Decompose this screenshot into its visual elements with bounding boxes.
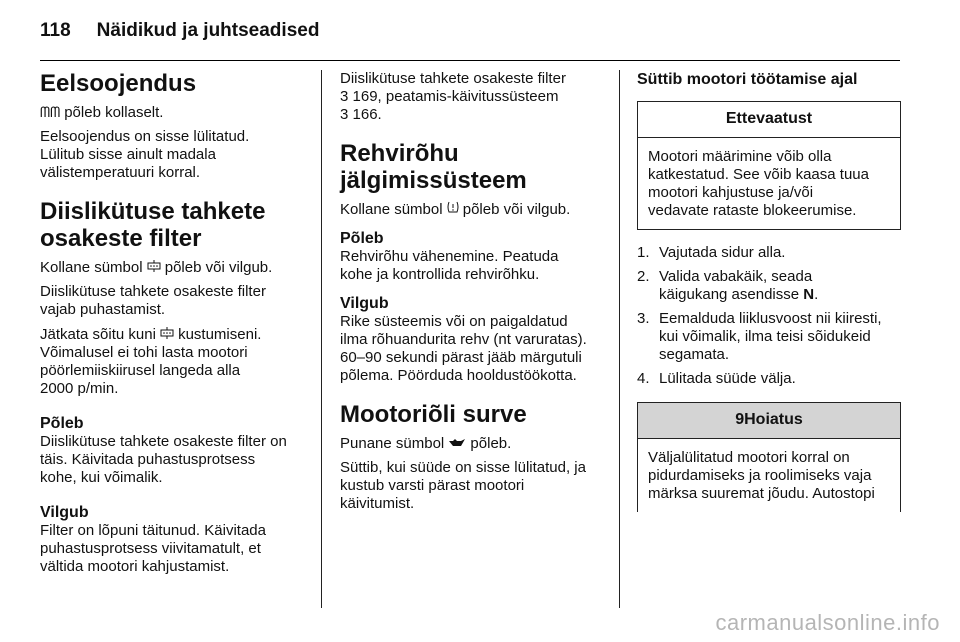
header-divider	[40, 60, 900, 61]
tpms-flashing-text: Rike süsteemis või on paigaldatud ilma rõhuandurita rehv (nt varuratas). 60–90 sekundi pärast jääb märgutuli põlema. Pöörduda hooldustöökotta.	[340, 313, 587, 384]
list-item: 3. Eemalduda liiklusvoost nii kiiresti, kui võimalik, ilma teisi sõidukeid segamata.	[637, 310, 882, 363]
warning-box	[637, 402, 901, 512]
section-title-tpms: Rehvirõhu jälgimissüsteem	[340, 140, 527, 194]
column-divider-1	[321, 70, 322, 608]
dpf-flashing-heading: Vilgub	[40, 504, 89, 521]
section-title-oil-pressure: Mootoriõli surve	[340, 401, 527, 428]
tire-pressure-icon	[447, 200, 459, 218]
list-item: 2. Valida vabakäik, seada käigukang asendisse N.	[637, 268, 819, 303]
warning-triangle-icon: 9	[735, 411, 745, 428]
page-header	[40, 20, 900, 50]
dpf-on-text: Diislikütuse tahkete osakeste filter on täis. Käivitada puhastusprotsess kohe, kui võimalik.	[40, 433, 287, 486]
tpms-on-heading: Põleb	[340, 230, 384, 247]
column-divider-2	[619, 70, 620, 608]
dpf-filter-icon	[147, 258, 161, 276]
dpf-cleaning-needed: Diislikütuse tahkete osakeste filter vajab puhastamist.	[40, 283, 266, 318]
section-title-engine-running: Süttib mootori töötamise ajal	[637, 71, 858, 88]
steps-list	[637, 244, 901, 388]
oil-symbol-line: Punane sümbol põleb.	[340, 435, 512, 452]
list-item: 4. Lülitada süüde välja.	[637, 370, 796, 387]
list-item: 1. Vajutada sidur alla.	[637, 244, 786, 261]
dpf-flashing-text: Filter on lõpuni täitunud. Käivitada puhastusprotsess viivitamatult, et vältida mootori kahjustamist.	[40, 522, 266, 575]
warning-text: Väljalülitatud mootori korral on pidurdamiseks ja roolimiseks vaja märksa suuremat jõudu. Autostopi	[648, 449, 875, 502]
caution-text: Mootori määrimine võib olla katkestatud. See võib kaasa tuua mootori kahjustuse ja/või vedavate rataste blokeerumise.	[648, 148, 869, 219]
column-3	[637, 70, 901, 512]
tpms-on-text: Rehvirõhu vähenemine. Peatuda kohe ja kontrollida rehvirõhku.	[340, 248, 559, 283]
section-title-dpf: Diislikütuse tahkete osakeste filter	[40, 198, 266, 252]
column-2	[340, 70, 606, 519]
preheat-coil-icon: ᗰᗰ	[40, 104, 61, 120]
section-title-preheating: Eelsoojendus	[40, 70, 197, 97]
column-1	[40, 70, 306, 582]
preheating-description: Eelsoojendus on sisse lülitatud. Lülitub sisse ainult madala välistemperatuuri korral.	[40, 128, 250, 181]
dpf-symbol-line: Kollane sümbol põleb või vilgub.	[40, 259, 273, 276]
dpf-filter-icon	[160, 325, 174, 343]
preheating-status: ᗰᗰ põleb kollaselt.	[40, 104, 164, 121]
oil-description: Süttib, kui süüde on sisse lülitatud, ja kustub varsti pärast mootori käivitumist.	[340, 459, 586, 512]
dpf-continued-references: Diislikütuse tahkete osakeste filter 3 169, peatamis-käivitussüsteem 3 166.	[340, 70, 566, 123]
reference-arrow-icon: 3	[340, 106, 349, 123]
page-number: 118	[40, 20, 71, 41]
caution-heading: Ettevaatust	[638, 102, 900, 138]
dpf-continue-driving: Jätkata sõitu kuni kustumiseni. Võimalusel ei tohi lasta mootori pöörlemiiskiirusel langeda alla 2000 p/min.	[40, 326, 262, 397]
tpms-flashing-heading: Vilgub	[340, 295, 389, 312]
watermark: carmanualsonline.info	[715, 610, 940, 635]
page-title: Näidikud ja juhtseadised	[96, 20, 320, 41]
dpf-on-heading: Põleb	[40, 415, 84, 432]
oil-can-icon	[448, 434, 466, 452]
caution-box	[637, 101, 901, 230]
warning-heading: 9Hoiatus	[638, 403, 900, 439]
reference-arrow-icon: 3	[340, 88, 349, 105]
tpms-symbol-line: Kollane sümbol põleb või vilgub.	[340, 201, 571, 218]
